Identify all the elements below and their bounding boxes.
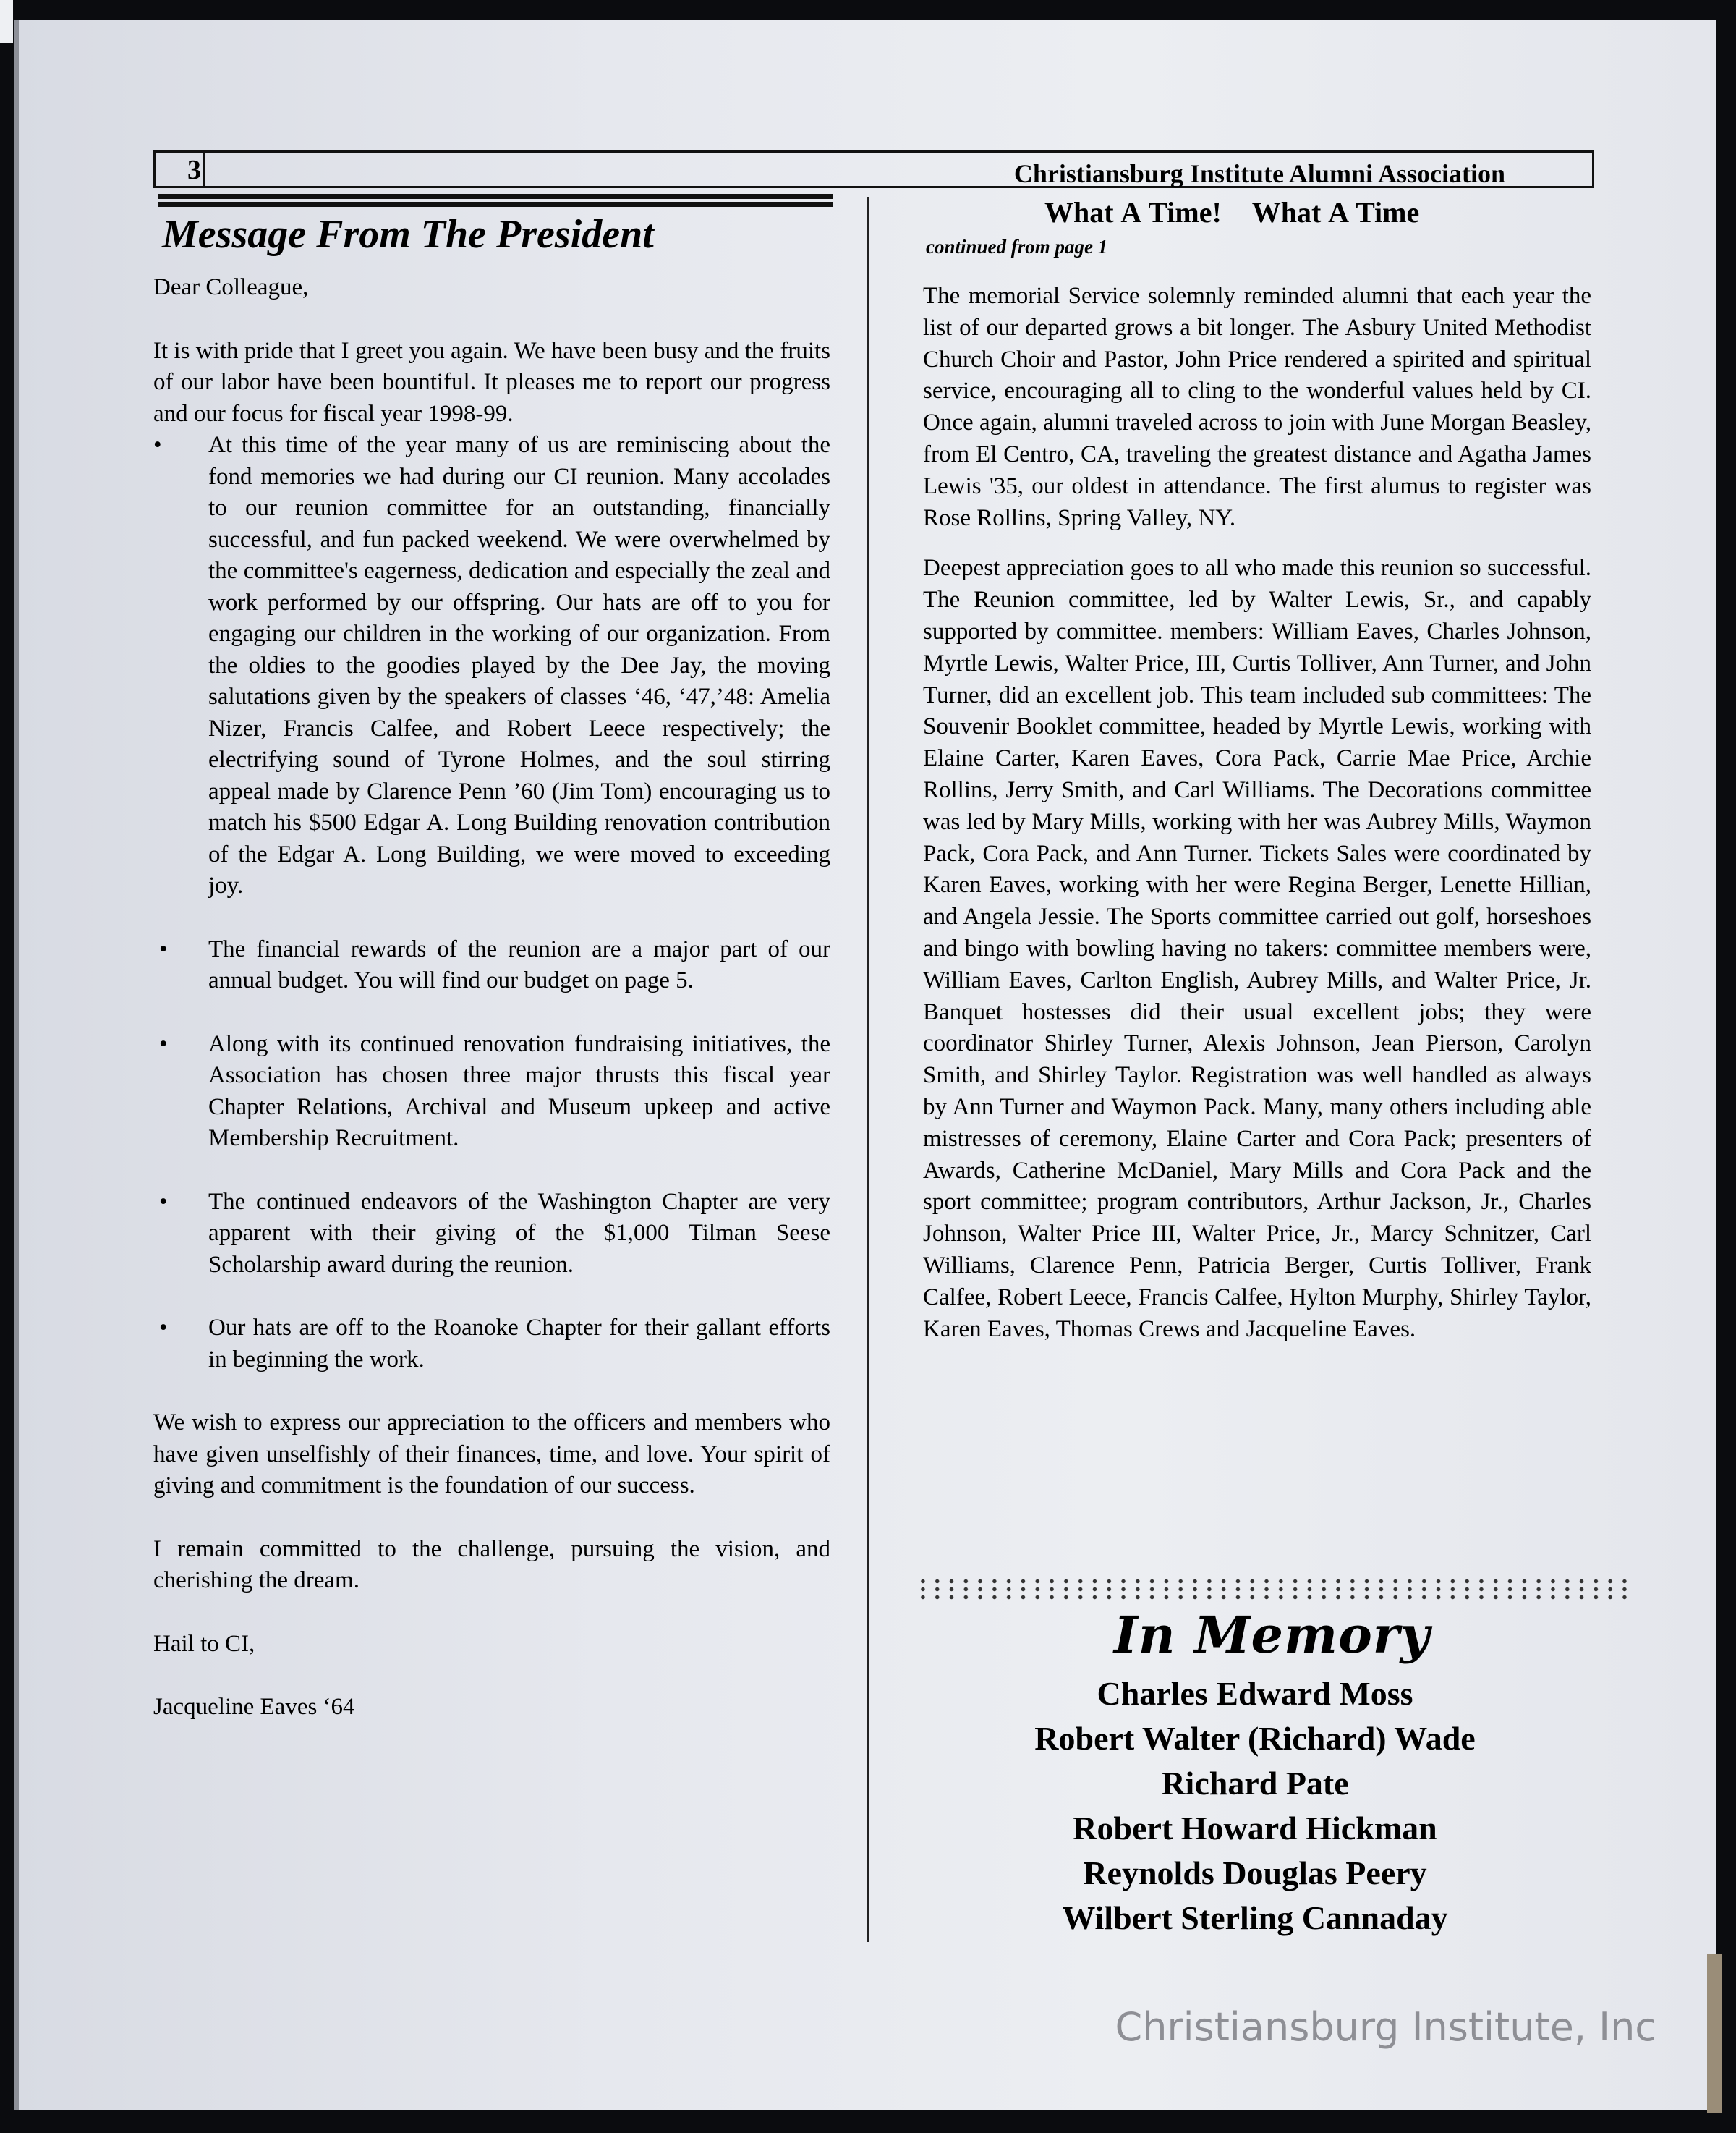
watermark: Christiansburg Institute, Inc <box>1115 2004 1656 2050</box>
bullet-item: • Along with its continued renovation fundraising initiatives, the Association has chosen three major thrusts this fiscal year Chapter Relations, Archival and Museum upkeep and active Membership Recruitment. <box>153 1029 830 1155</box>
bullet-icon: • <box>159 1315 168 1341</box>
header-bar <box>153 150 1594 188</box>
continued-note: continued from page 1 <box>926 236 1108 258</box>
signature: Jacqueline Eaves ‘64 <box>153 1694 355 1720</box>
page-tear <box>1707 1954 1722 2113</box>
bullet-item: • Our hats are off to the Roanoke Chapter for their gallant efforts in beginning the work. <box>153 1313 830 1375</box>
bullet-icon: • <box>159 1188 168 1215</box>
title-double-rule <box>158 194 833 210</box>
bullet-item: • At this time of the year many of us are reminiscing about the fond memories we had during our CI reunion. Many accolades to our reunion committee for an outstanding, financially successful, and fun packed weekend. We were overwhelmed by the committee's eagerness, dedication and especially the zeal and work performed by our offspring. Our hats are off to you for engaging our children in the working of our organization. From the oldies to the goodies played by the Dee Jay, the moving salutations given by the speakers of classes ‘46, ‘47,’48: Amelia Nizer, Francis Calfee, and Robert Leece respectively; the electrifying sound of Tyrone Holmes, and the soul stirring appeal made by Clarence Penn ’60 (Jim Tom) encouraging us to match his $500 Edgar A. Long Building renovation contribution of the Edgar A. Long Building, we were moved to exceeding joy. <box>159 430 830 902</box>
memorial-name: Robert Walter (Richard) Wade <box>1034 1720 1476 1757</box>
appreciation-paragraph-right: Deepest appreciation goes to all who made this reunion so successful. The Reunion committee, led by Walter Lewis, Sr., and capably supported by committee. members: William Eaves, Charles Johnson, Myrtle Lewis, Walter Price, III, Curtis Tolliver, Ann Turner, and John Turner, did an excellent job. This team included sub committees: The Souvenir Booklet committee, headed by Myrtle Lewis, working with Elaine Carter, Karen Eaves, Cora Pack, Carrie Mae Price, Archie Rollins, Jerry Smith, and Carl Williams. The Decorations committee was led by Mary Mills, working with her was Aubrey Mills, Waymon Pack, Cora Pack, and Ann Turner. Tickets Sales were coordinated by Karen Eaves, working with her were Regina Berger, Lenette Hillian, and Angela Jessie. The Sports committee carried out golf, horseshoes and bingo with bowling having no takers: committee members were, William Eaves, Carlton English, Aubrey Mills, and Walter Price, Jr. Banquet hostesses did their usual excellent jobs; they were coordinator Shirley Turner, Alexis Johnson, Jean Pierson, Carolyn Smith, and Shirley Taylor. Registration was well handled as always by Ann Turner and Waymon Pack. Many, many others including able mistresses of ceremony, Elaine Carter and Cora Pack; presenters of Awards, Catherine McDaniel, Mary Mills and Cora Pack and the sport committee; program contributors, Arthur Jackson, Jr., Charles Johnson, Walter Price III, Walter Price, Jr., Marcy Schnitzer, Carl Williams, Clarence Penn, Patricia Berger, Curtis Tolliver, Frank Calfee, Robert Leece, Francis Calfee, Hylton Murphy, Shirley Taylor, Karen Eaves, Thomas Crews and Jacqueline Eaves. <box>923 555 1591 1342</box>
memorial-name: Wilbert Sterling Cannaday <box>1062 1899 1448 1936</box>
page-fold <box>0 0 13 43</box>
in-memory-list <box>919 1671 1591 1941</box>
memorial-name: Charles Edward Moss <box>1097 1675 1413 1712</box>
in-memory-title: In Memory <box>1114 1605 1431 1665</box>
memorial-name: Reynolds Douglas Peery <box>1083 1854 1427 1891</box>
commitment-paragraph: I remain committed to the challenge, pursuing the vision, and cherishing the dream. <box>153 1535 830 1593</box>
dotted-divider <box>916 1577 1636 1600</box>
memorial-paragraph: The memorial Service solemnly reminded alumni that each year the list of our departed grows a bit longer. The Asbury United Methodist Church Choir and Pastor, John Price rendered a spirited and spiritual service, encouraging all to cling to the wonderful values held by CI. Once again, alumni traveled across to join with June Morgan Beasley, from El Centro, CA, traveling the greatest distance and Agatha James Lewis '35, our oldest in attendance. The first alumus to register was Rose Rollins, Spring Valley, NY. <box>923 283 1591 531</box>
bullet-icon: • <box>159 1030 168 1057</box>
organization-name: Christiansburg Institute Alumni Association <box>1013 159 1505 188</box>
page-edge-shadow <box>14 20 19 2110</box>
bullet-icon: • <box>153 432 162 458</box>
closing-line: Hail to CI, <box>153 1630 255 1657</box>
page-number: 3 <box>187 155 201 185</box>
what-a-time-title: What A Time! What A Time <box>1044 196 1420 229</box>
bullet-item: • The financial rewards of the reunion are a major part of our annual budget. You will find our budget on page 5. <box>153 934 830 997</box>
president-message-body <box>153 272 830 1723</box>
president-message-title: Message From The President <box>162 212 654 257</box>
what-a-time-body <box>923 281 1591 1345</box>
salutation: Dear Colleague, <box>153 274 309 300</box>
memorial-name: Robert Howard Hickman <box>1073 1810 1437 1846</box>
column-divider <box>867 197 869 1942</box>
bullet-icon: • <box>159 936 168 962</box>
bullet-item: • The continued endeavors of the Washington Chapter are very apparent with their giving of the $1,000 Tilman Seese Scholarship award during the reunion. <box>153 1187 830 1281</box>
appreciation-paragraph: We wish to express our appreciation to the officers and members who have given unselfishly of their finances, time, and love. Your spirit of giving and commitment is the foundation of our success. <box>153 1409 830 1498</box>
memorial-name: Richard Pate <box>1161 1765 1349 1802</box>
intro-paragraph: It is with pride that I greet you again. We have been busy and the fruits of our labor have been bountiful. It pleases me to report our progress and our focus for fiscal year 1998-99. <box>153 337 830 427</box>
